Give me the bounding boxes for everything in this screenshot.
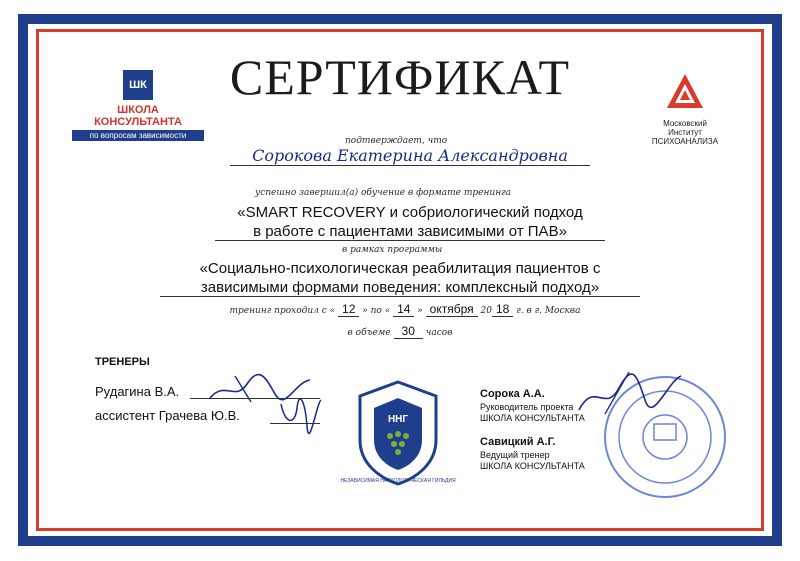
narcology-guild-seal xyxy=(340,378,456,488)
date-month: октября xyxy=(426,302,478,317)
signatory-signature xyxy=(575,370,685,420)
signatory-a-role: Руководитель проекта xyxy=(480,402,574,412)
completed-text: успешно завершил(а) обучение в формате тренинга xyxy=(255,188,512,198)
training-dates: тренинг проходил с « 12 » по « 14 » октября 20 18 г. в г. Москва xyxy=(229,302,581,316)
school-logo-name: ШКОЛА КОНСУЛЬТАНТА xyxy=(94,104,182,128)
institute-line-1: Московский xyxy=(663,119,707,128)
date-year-suffix: 18 xyxy=(492,302,513,317)
triangle-knot-icon xyxy=(665,72,705,112)
training-title-line-1: «SMART RECOVERY и собриологический подход xyxy=(237,204,583,221)
date-to: 14 xyxy=(393,302,414,317)
signatory-a-org: ШКОЛА КОНСУЛЬТАНТА xyxy=(480,413,585,423)
hours-prefix: в объеме xyxy=(347,328,391,338)
seal-abbr: ННГ xyxy=(387,414,409,425)
seal-ring-text: НЕЗАВИСИМАЯ НАРКОЛОГИЧЕСКАЯ ГИЛЬДИЯ xyxy=(340,478,456,484)
program-title-line-2: зависимыми формами поведения: комплексный подход» xyxy=(160,279,640,297)
signatory-b-role: Ведущий тренер xyxy=(480,450,550,460)
recipient-name: Сорокова Екатерина Александровна xyxy=(230,146,590,166)
trainer-2-signature xyxy=(275,396,325,436)
school-logo-mark: ШК xyxy=(123,70,153,100)
trainer-name-1: Рудагина В.А. xyxy=(95,384,180,399)
trainer-name-2: ассистент Грачева Ю.В. xyxy=(95,408,240,423)
hours-value: 30 xyxy=(394,324,423,339)
training-hours xyxy=(320,324,480,338)
date-year-prefix: 20 xyxy=(480,306,492,316)
signatory-b-name: Савицкий А.Г. xyxy=(480,436,556,448)
signatory-b-org: ШКОЛА КОНСУЛЬТАНТА xyxy=(480,461,585,471)
signatory-a-name: Сорока А.А. xyxy=(480,388,545,400)
certificate-title: СЕРТИФИКАТ xyxy=(229,49,571,105)
training-title-line-2: в работе с пациентами зависимыми от ПАВ» xyxy=(215,223,605,241)
program-title-line-1: «Социально-психологическая реабилитация пациентов с xyxy=(199,260,601,277)
confirm-text: подтверждает, что xyxy=(345,136,448,146)
date-from: 12 xyxy=(338,302,359,317)
trainers-heading: ТРЕНЕРЫ xyxy=(95,356,150,368)
moscow-institute-logo xyxy=(630,72,740,146)
date-year-word: г. в г. Москва xyxy=(516,306,581,316)
institute-line-2: Институт xyxy=(668,128,702,137)
school-consultant-logo xyxy=(72,70,204,141)
date-to-word: по xyxy=(370,306,382,316)
hours-unit: часов xyxy=(425,328,453,338)
school-logo-subtitle: по вопросам зависимости xyxy=(72,130,204,141)
date-prefix: тренинг проходил с xyxy=(229,306,327,316)
institute-line-3: ПСИХОАНАЛИЗА xyxy=(651,137,719,146)
program-intro: в рамках программы xyxy=(342,245,443,255)
